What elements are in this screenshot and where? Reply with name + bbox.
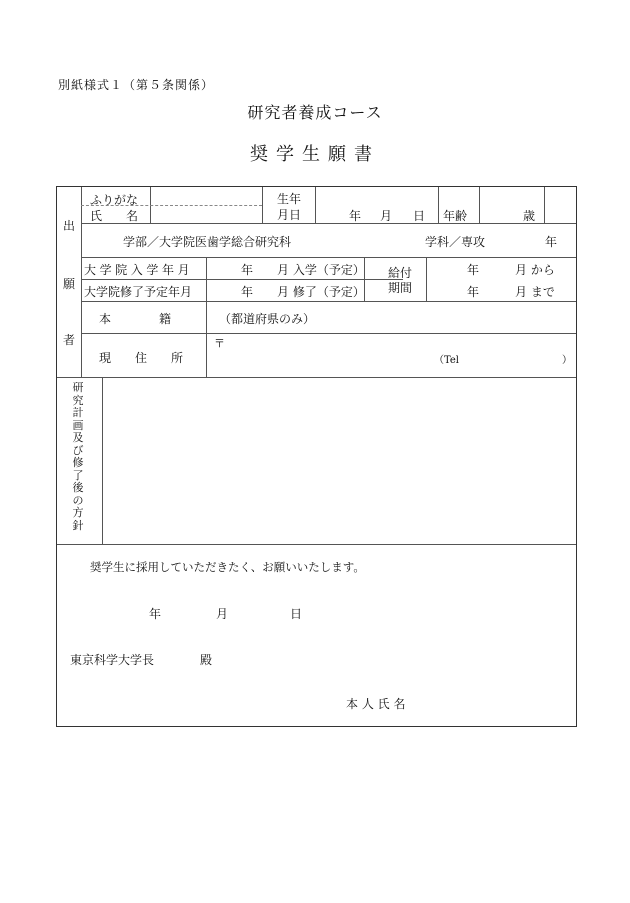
page-subtitle: 奨学生願書 <box>250 144 380 165</box>
form-number-label: 別紙様式１（第５条関係） <box>58 78 215 92</box>
period-to: 年 月 まで <box>467 285 555 299</box>
page-title: 研究者養成コース <box>247 103 383 122</box>
enroll-value: 年 月 入学（予定） <box>241 263 365 277</box>
section-char-2: 願 <box>63 277 76 291</box>
request-text: 奨学生に採用していただきたく、お願いいたします。 <box>90 560 365 574</box>
birth-label-2: 月日 <box>277 208 302 222</box>
addressee: 東京科学大学長 <box>70 653 155 667</box>
name-input[interactable] <box>153 206 261 223</box>
tel-close: ） <box>562 355 572 366</box>
birth-year-unit: 年 <box>349 209 362 223</box>
furigana-label: ふりがな <box>90 193 139 207</box>
age-label: 年齢 <box>443 209 468 223</box>
birth-day-unit: 日 <box>413 209 426 223</box>
period-label-1: 給付 <box>388 266 413 280</box>
complete-value: 年 月 修了（予定） <box>241 285 365 299</box>
name-label: 氏 名 <box>90 209 139 223</box>
tel-open: （Tel <box>434 355 460 366</box>
research-plan-label: 研 究 計 画 及 び 修 了 後 の 方 針 <box>72 381 84 532</box>
department-text: 学科／専攻 <box>425 235 486 249</box>
age-unit: 歳 <box>523 209 536 223</box>
furigana-input[interactable] <box>153 187 261 205</box>
section-char-3: 者 <box>63 333 76 347</box>
date-day-unit: 日 <box>290 607 303 621</box>
postal-mark: 〒 <box>214 337 225 350</box>
birth-month-unit: 月 <box>380 209 393 223</box>
period-from: 年 月 から <box>467 263 555 277</box>
signature-label: 本 人 氏 名 <box>346 697 406 711</box>
period-label-2: 期間 <box>388 281 413 295</box>
honseki-note: （都道府県のみ） <box>219 312 316 326</box>
birth-label-1: 生年 <box>277 192 302 206</box>
application-form <box>56 186 577 727</box>
honseki-label: 本 籍 <box>99 312 172 326</box>
complete-label: 大学院修了予定年月 <box>84 285 193 299</box>
address-label: 現 住 所 <box>99 351 184 365</box>
faculty-text: 学部／大学院医歯学総合研究科 <box>123 235 292 249</box>
grade-unit: 年 <box>545 235 558 249</box>
address-input[interactable] <box>211 335 575 376</box>
date-year-unit: 年 <box>149 607 162 621</box>
honorific: 殿 <box>200 653 213 667</box>
section-char-1: 出 <box>63 219 76 233</box>
enroll-label: 大学院入学年月 <box>84 263 194 277</box>
research-plan-input[interactable] <box>104 379 574 542</box>
date-month-unit: 月 <box>216 607 229 621</box>
